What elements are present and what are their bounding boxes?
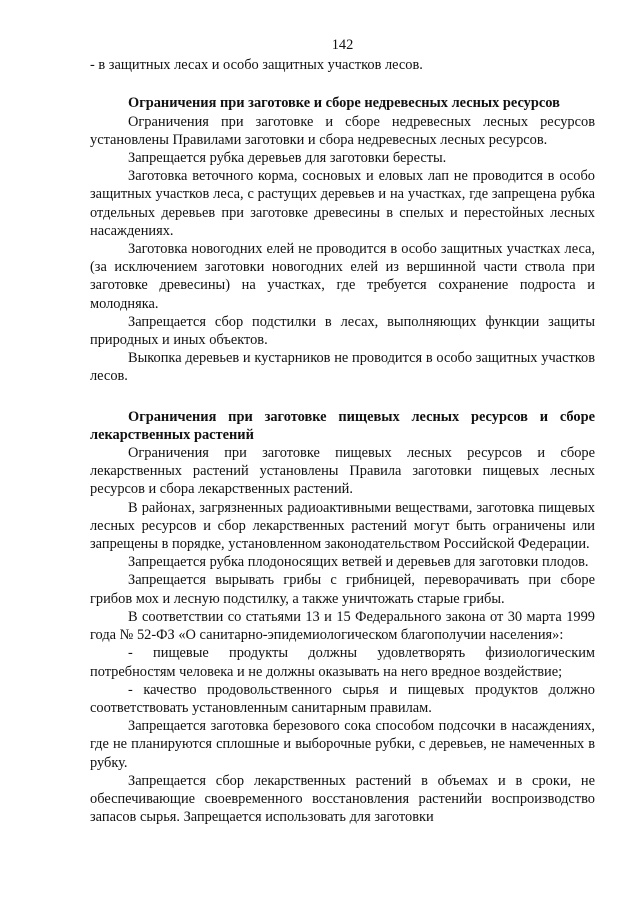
section1-paragraph: Ограничения при заготовке и сборе недревесных лесных ресурсов установлены Правилами заготовки и сбора недревесных лесных ресурсов. [90, 113, 595, 148]
section2-paragraph: В соответствии со статьями 13 и 15 Федерального закона от 30 марта 1999 года № 52-ФЗ «О санитарно-эпидемиологическом благополучии населения»: [90, 608, 595, 644]
section2-paragraph: Запрещается заготовка березового сока способом подсочки в насаждениях, где не планируются сплошные и выборочные рубки, с деревьев, не намеченных в рубку. [90, 718, 595, 771]
section2-paragraph: Запрещается рубка плодоносящих ветвей и деревьев для заготовки плодов. [128, 554, 589, 571]
section2-paragraph: В районах, загрязненных радиоактивными веществами, заготовка пищевых лесных ресурсов и сбор лекарственных растений могут быть ограничены или запрещены в порядке, установленном законодательством Российской Федерации. [90, 499, 595, 553]
section2-paragraph: Ограничения при заготовке пищевых лесных ресурсов и сборе лекарственных растений установлены Правила заготовки пищевых лесных ресурсов и сбора лекарственных растений. [90, 445, 595, 498]
section1-paragraph: Выкопка деревьев и кустарников не проводится в особо защитных участков лесов. [90, 350, 595, 385]
section2-list-item: - качество продовольственного сырья и пищевых продуктов должно соответствовать установленным санитарным правилам. [90, 681, 595, 716]
section2-paragraph: Запрещается вырывать грибы с грибницей, переворачивать при сборе грибов мох и лесную подстилку, а также уничтожать старые грибы. [90, 572, 595, 607]
section2-list-item: - пищевые продукты должны удовлетворять физиологическим потребностям человека и не должны оказывать на него вредное воздействие; [90, 645, 595, 680]
page-number: 142 [331, 37, 354, 53]
section1-paragraph: Заготовка новогодних елей не проводится в особо защитных участках леса, (за исключением заготовки новогодних елей из вершинной части ствола при заготовке древесины) на участках, где требуется сохранение подроста и молодняка. [90, 241, 595, 312]
section1-paragraph: Запрещается рубка деревьев для заготовки бересты. [128, 150, 447, 167]
section1-heading: Ограничения при заготовке и сборе недревесных лесных ресурсов [128, 95, 560, 112]
section2-heading: Ограничения при заготовке пищевых лесных ресурсов и сборе лекарственных растений [90, 408, 595, 443]
section2-paragraph: Запрещается сбор лекарственных растений в объемах и в сроки, не обеспечивающие своевременного восстановления растенийи воспроизводство запасов сырья. Запрещается использовать для заготовки [90, 772, 595, 826]
section1-paragraph: Запрещается сбор подстилки в лесах, выполняющих функции защиты природных и иных объектов. [90, 313, 595, 349]
section1-paragraph: Заготовка веточного корма, сосновых и еловых лап не проводится в особо защитных участков леса, с растущих деревьев и на участках, где запрещена рубка отдельных деревьев при заготовке древесины в спелых и перестойных лесных насаждениях. [90, 168, 595, 239]
intro-list-item: - в защитных лесах и особо защитных участков лесов. [90, 57, 423, 74]
